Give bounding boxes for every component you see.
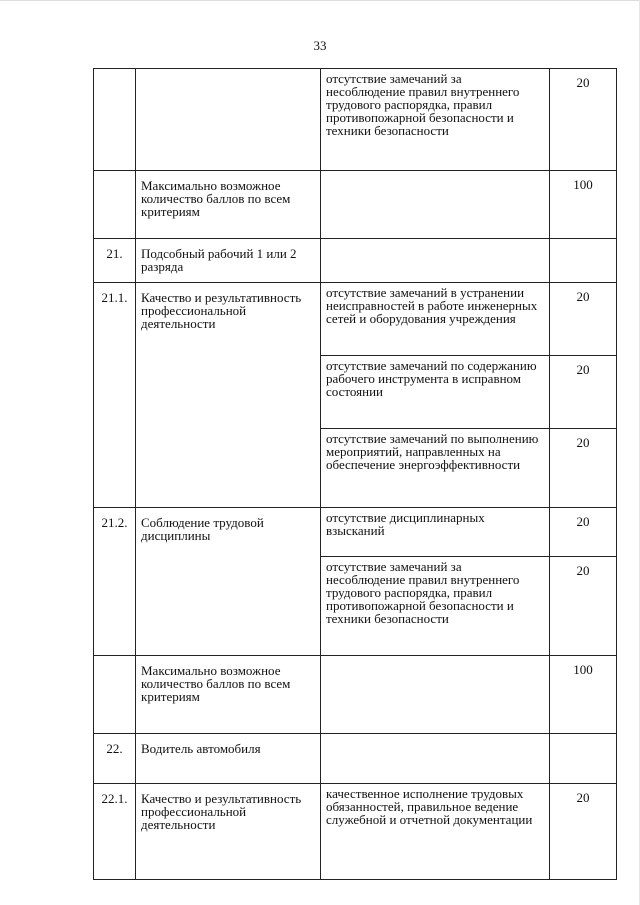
score-cell: 20 (550, 784, 617, 880)
criterion-cell: Подсобный рабочий 1 или 2 разряда (136, 239, 321, 283)
table-row (94, 239, 617, 283)
table-row (94, 784, 617, 880)
indicator-cell (321, 734, 550, 784)
criterion-cell: Качество и результативность профессиональной деятельности (136, 283, 321, 508)
row-number: 22. (94, 734, 136, 784)
score-cell (550, 239, 617, 283)
indicator-cell: отсутствие замечаний в устранении неисправностей в работе инженерных сетей и оборудования учреждения (321, 283, 550, 356)
table-row (94, 69, 617, 171)
row-number: 21.2. (94, 508, 136, 656)
indicator-cell: отсутствие замечаний за несоблюдение правил внутреннего трудового распорядка, правил противопожарной безопасности и техники безопасности (321, 557, 550, 656)
table-row (94, 171, 617, 239)
row-number (94, 656, 136, 734)
score-cell (550, 734, 617, 784)
row-number: 21.1. (94, 283, 136, 508)
indicator-cell: отсутствие замечаний по выполнению мероприятий, направленных на обеспечение энергоэффективности (321, 429, 550, 508)
indicator-cell: отсутствие замечаний по содержанию рабочего инструмента в исправном состоянии (321, 356, 550, 429)
criterion-cell: Соблюдение трудовой дисциплины (136, 508, 321, 656)
score-cell: 20 (550, 69, 617, 171)
indicator-cell (321, 171, 550, 239)
score-cell: 20 (550, 429, 617, 508)
criterion-cell: Максимально возможное количество баллов по всем критериям (136, 656, 321, 734)
indicator-cell: отсутствие дисциплинарных взысканий (321, 508, 550, 557)
page-number: 33 (313, 38, 327, 53)
score-cell: 100 (550, 171, 617, 239)
indicator-cell (321, 239, 550, 283)
table-row (94, 283, 617, 356)
table-row (94, 734, 617, 784)
table-row (94, 508, 617, 557)
indicator-cell: отсутствие замечаний за несоблюдение правил внутреннего трудового распорядка, правил противопожарной безопасности и техники безопасности (321, 69, 550, 171)
indicator-cell (321, 656, 550, 734)
criterion-cell (136, 69, 321, 171)
score-cell: 100 (550, 656, 617, 734)
score-cell: 20 (550, 557, 617, 656)
scan-edge-top (0, 0, 640, 1)
row-number (94, 69, 136, 171)
row-number: 22.1. (94, 784, 136, 880)
row-number (94, 171, 136, 239)
table-row (94, 656, 617, 734)
criteria-table (93, 68, 617, 880)
indicator-cell: качественное исполнение трудовых обязанностей, правильное ведение служебной и отчетной документации (321, 784, 550, 880)
criterion-cell: Водитель автомобиля (136, 734, 321, 784)
score-cell: 20 (550, 283, 617, 356)
row-number: 21. (94, 239, 136, 283)
score-cell: 20 (550, 356, 617, 429)
criterion-cell: Качество и результативность профессиональной деятельности (136, 784, 321, 880)
criterion-cell: Максимально возможное количество баллов по всем критериям (136, 171, 321, 239)
score-cell: 20 (550, 508, 617, 557)
